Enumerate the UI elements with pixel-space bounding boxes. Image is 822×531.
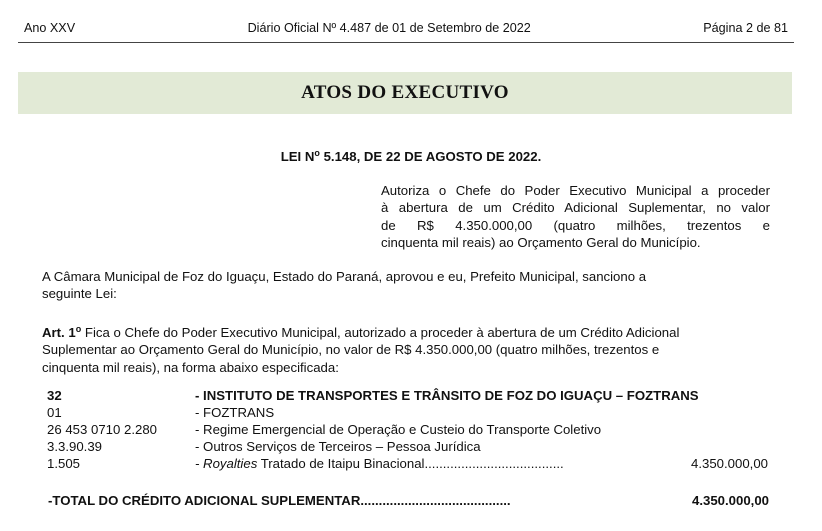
budget-description: - Regime Emergencial de Operação e Custeio do Transporte Coletivo [195,422,602,437]
law-title-rest: 5.148, DE 22 DE AGOSTO DE 2022. [319,149,542,164]
article-1-label: Art. 1 [42,325,76,340]
budget-total-row [48,492,769,509]
budget-row [47,421,772,438]
budget-row [47,438,772,455]
article-1-line [42,321,772,341]
royalties-term: - Royalties [195,456,258,471]
budget-row [47,404,772,421]
article-1-line: Suplementar ao Orçamento Geral do Município, no valor de R$ 4.350.000,00 (quatro milhões, trezentos e [42,342,660,358]
page-header [24,21,788,35]
budget-description [195,455,564,472]
budget-row [47,455,772,472]
preamble-line: A Câmara Municipal de Foz do Iguaçu, Estado do Paraná, aprovou e eu, Prefeito Municipal, sanciono a [42,269,647,284]
law-summary-line: de R$ 4.350.000,00 (quatro milhões, trezentos e [381,217,770,233]
preamble-paragraph [42,268,772,303]
section-banner [18,72,792,114]
budget-description: - Outros Serviços de Terceiros – Pessoa Jurídica [195,439,481,454]
law-summary-line: Autoriza o Chefe do Poder Executivo Municipal a proceder [381,183,770,198]
law-summary-line: à abertura de um Crédito Adicional Suplementar, no valor [381,200,770,216]
header-divider [18,42,794,43]
budget-row [47,387,772,404]
law-summary [381,182,770,252]
header-issue: Diário Oficial Nº 4.487 de 01 de Setembro de 2022 [247,21,531,35]
budget-total-value: 4.350.000,00 [691,493,769,508]
budget-code: 01 [47,405,62,420]
budget-code: 26 453 0710 2.280 [47,422,158,437]
article-1-text: Fica o Chefe do Poder Executivo Municipal, autorizado a proceder à abertura de um Crédito Adicional [81,325,680,340]
budget-table [47,387,772,472]
budget-code: 1.505 [47,456,81,471]
header-page-number: Página 2 de 81 [703,21,788,35]
budget-total-label: -TOTAL DO CRÉDITO ADICIONAL SUPLEMENTAR......................................... [48,493,511,508]
budget-code: 32 [47,388,62,403]
article-1-line: cinquenta mil reais), na forma abaixo especificada: [42,359,339,375]
article-1-paragraph [42,321,772,376]
section-title: ATOS DO EXECUTIVO [301,82,509,103]
law-title-superscript: o [314,148,320,158]
law-title [0,148,822,164]
header-year: Ano XXV [24,21,76,35]
budget-description: - FOZTRANS [195,405,275,420]
budget-value: 4.350.000,00 [690,456,768,471]
budget-description-rest: Tratado de Itaipu Binacional...................................... [257,456,564,471]
preamble-line: seguinte Lei: [42,286,117,302]
article-1-label-superscript: o [75,324,82,334]
budget-description: - INSTITUTO DE TRANSPORTES E TRÂNSITO DE FOZ DO IGUAÇU – FOZTRANS [195,388,699,403]
law-summary-line: cinquenta mil reais) ao Orçamento Geral do Município. [381,235,701,251]
law-title-prefix: LEI N [280,149,315,164]
budget-code: 3.3.90.39 [47,439,102,454]
